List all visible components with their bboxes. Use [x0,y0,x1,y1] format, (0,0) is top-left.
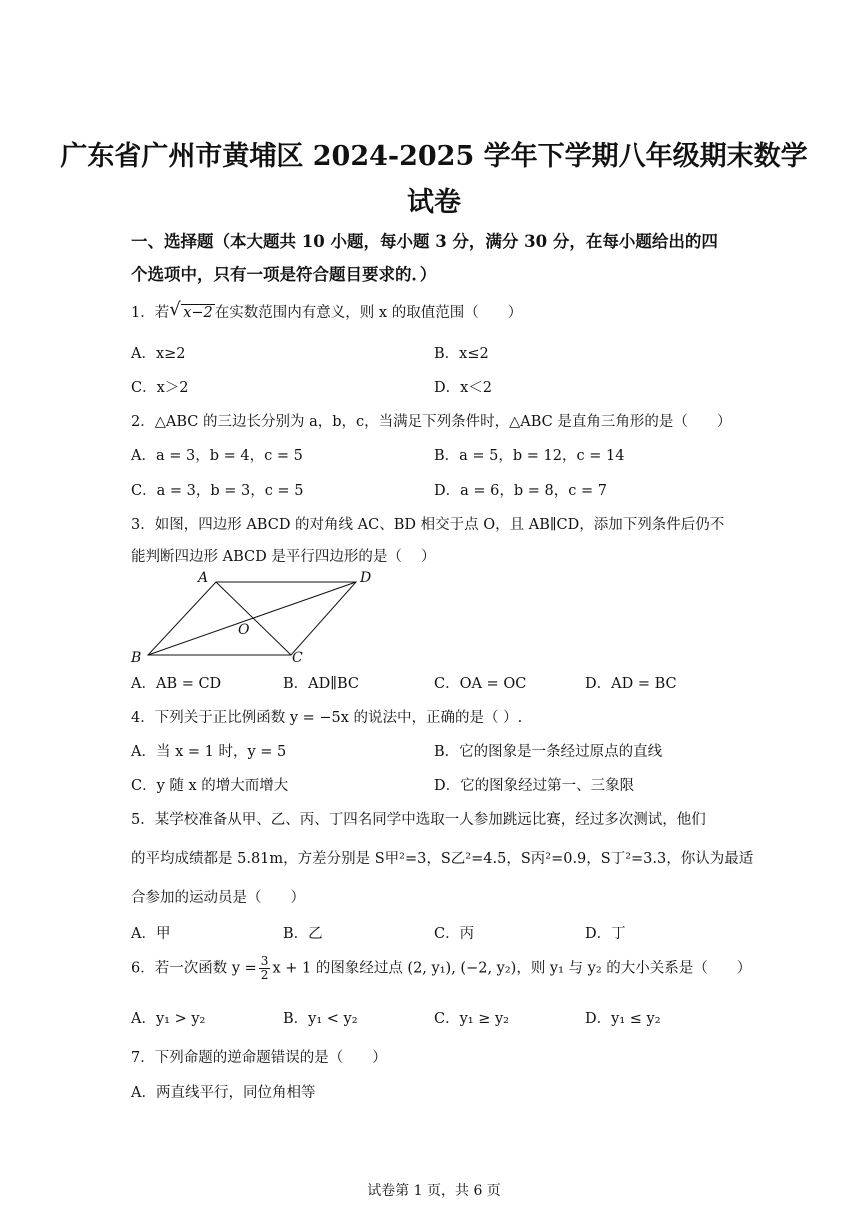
section1-heading-line1: 一、选择题（本大题共 10 小题，每小题 3 分，满分 30 分，在每小题给出的四 [131,232,718,251]
q4-stem: 4．下列关于正比例函数 y = −5x 的说法中，正确的是（ ）. [131,710,523,726]
q2-option-a: A．a = 3，b = 4，c = 5 [131,448,303,464]
q1-stem-pre: 1．若 [131,305,170,321]
q6-option-a: A．y₁ > y₂ [131,1011,206,1027]
q5-option-a: A．甲 [131,926,171,942]
intersection-label-o: O [238,622,250,638]
q3-option-a: A．AB = CD [131,676,222,692]
q6-stem-pre: 6．若一次函数 y = [131,960,257,977]
q5-option-d: D．丁 [585,926,626,942]
q6-option-d: D．y₁ ≤ y₂ [585,1011,661,1027]
q5-stem-line1: 5．某学校准备从甲、乙、丙、丁四名同学中选取一人参加跳远比赛，经过多次测试，他们 [131,812,706,828]
q3-option-d: D．AD = BC [585,676,677,692]
page-footer: 试卷第 1 页，共 6 页 [367,1183,501,1199]
q6-fraction [259,955,271,982]
section1-heading-line2: 个选项中，只有一项是符合题目要求的．） [131,265,437,284]
q6-fraction-denominator: 2 [260,968,269,982]
q4-option-c: C．y 随 x 的增大而增大 [131,778,289,794]
q1-radical: √ x−2 [181,304,215,321]
q5-stem-line2: 的平均成绩都是 5.81m，方差分别是 S甲²=3，S乙²=4.5，S丙²=0.9，S丁²=3.3，你认为最适 [131,851,754,867]
q6-option-b: B．y₁ < y₂ [283,1011,358,1027]
q5-option-b: B．乙 [283,926,323,942]
q5-stem-line3: 合参加的运动员是（ ） [131,890,305,906]
q1-option-d: D．x＜2 [434,380,493,396]
q3-option-b: B．AD∥BC [283,676,359,692]
q7-option-a: A．两直线平行，同位角相等 [131,1085,316,1101]
q3-stem-line1: 3．如图，四边形 ABCD 的对角线 AC、BD 相交于点 O，且 AB∥CD，添加下列条件后仍不 [131,517,725,533]
parallelogram-figure [128,568,378,668]
q1-stem-post: 在实数范围内有意义，则 x 的取值范围（ ） [214,305,523,321]
diagonal-bd [148,582,356,655]
vertex-label-d: D [360,570,372,586]
q4-option-d: D．它的图象经过第一、三象限 [434,778,635,794]
q2-option-b: B．a = 5，b = 12，c = 14 [434,448,625,464]
q6-fraction-numerator: 3 [260,954,269,968]
vertex-label-a: A [198,570,209,586]
q6-option-c: C．y₁ ≥ y₂ [434,1011,509,1027]
q4-option-b: B．它的图象是一条经过原点的直线 [434,744,663,760]
q1-stem [131,301,522,322]
q2-option-c: C．a = 3，b = 3，c = 5 [131,483,304,499]
q3-option-c: C．OA = OC [434,676,527,692]
q3-stem-line2: 能判断四边形 ABCD 是平行四边形的是（ ） [131,549,436,565]
vertex-label-b: B [131,650,142,666]
q2-stem: 2．△ABC 的三边长分别为 a，b，c，当满足下列条件时，△ABC 是直角三角形的是（ ） [131,414,732,430]
q2-option-d: D．a = 6，b = 8，c = 7 [434,483,607,499]
q1-option-a: A．x≥2 [131,346,186,362]
q5-option-c: C．丙 [434,926,475,942]
exam-title-line1: 广东省广州市黄埔区 2024-2025 学年下学期八年级期末数学 [60,141,808,172]
q6-stem-post: x + 1 的图象经过点 (2, y₁), (−2, y₂)，则 y₁ 与 y₂ 的大小关系是（ ） [272,960,752,977]
vertex-label-c: C [292,650,303,666]
q1-option-b: B．x≤2 [434,346,489,362]
q1-option-c: C．x＞2 [131,380,189,396]
exam-title-line2: 试卷 [407,187,461,218]
q7-stem: 7．下列命题的逆命题错误的是（ ） [131,1050,387,1066]
q4-option-a: A．当 x = 1 时，y = 5 [131,744,287,760]
q6-stem [131,955,751,982]
